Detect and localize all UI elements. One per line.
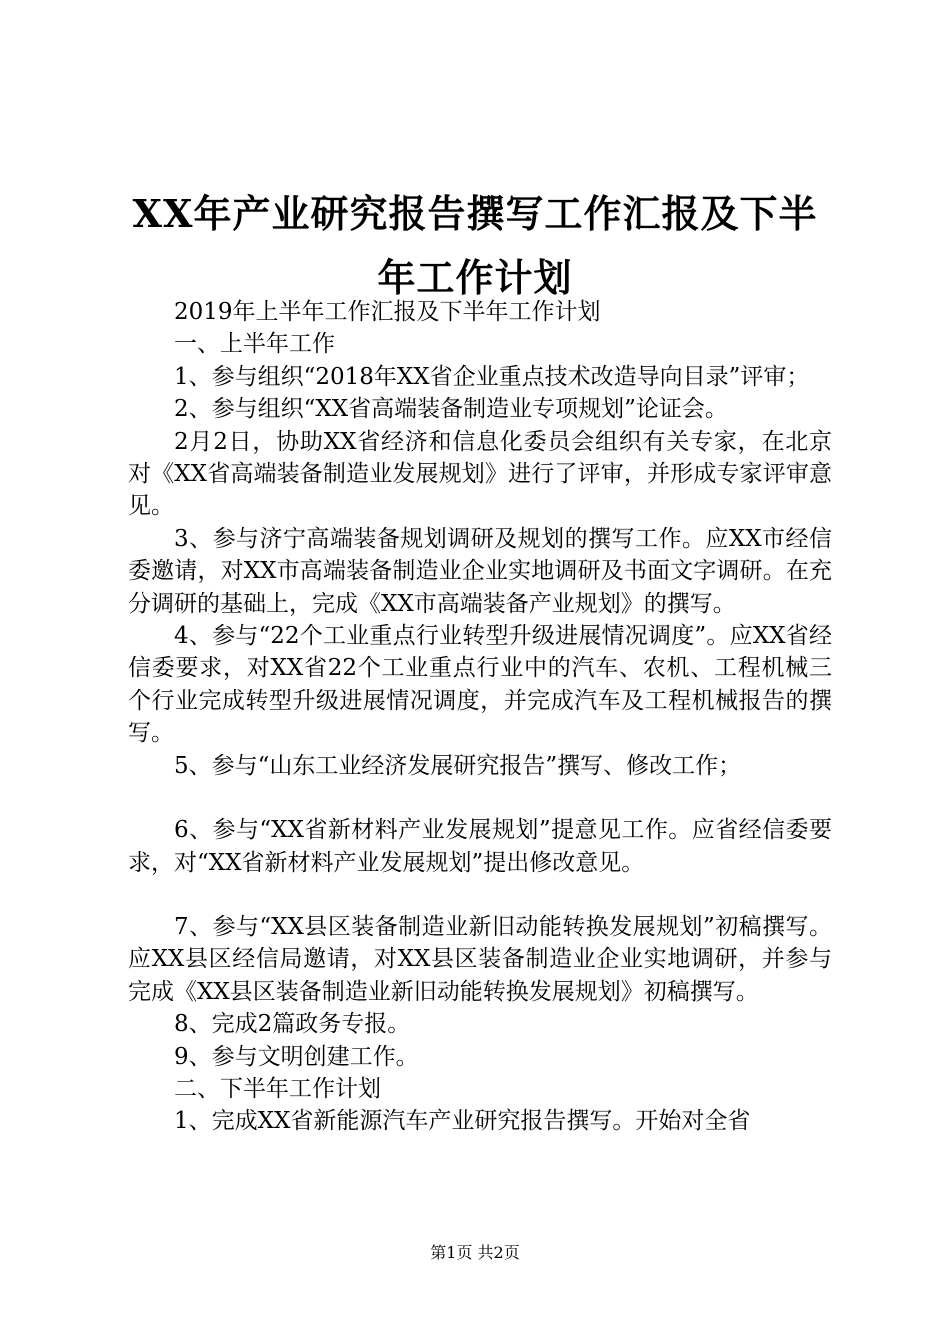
paragraph-item-3: 3、参与济宁高端装备规划调研及规划的撰写工作。应XX市经信委邀请，对XX市高端装备制造业企业实地调研及书面文字调研。在充分调研的基础上，完成《XX市高端装备产业规划》的撰写。 [128,525,832,617]
paragraph-item-7: 7、参与“XX县区装备制造业新旧动能转换发展规划”初稿撰写。应XX县区经信局邀请，对XX县区装备制造业企业实地调研，并参与完成《XX县区装备制造业新旧动能转换发展规划》初稿撰写。 [128,913,832,1005]
paragraph-item-6: 6、参与“XX省新材料产业发展规划”提意见工作。应省经信委要求，对“XX省新材料产业发展规划”提出修改意见。 [128,817,832,876]
paragraph-item-2-detail: 2月2日，协助XX省经济和信息化委员会组织有关专家，在北京对《XX省高端装备制造业发展规划》进行了评审，并形成专家评审意见。 [128,428,832,520]
paragraph-heading: 2019年上半年工作汇报及下半年工作计划 [174,299,601,325]
paragraph-plan-item-1: 1、完成XX省新能源汽车产业研究报告撰写。开始对全省 [174,1108,751,1135]
document-title: XX年产业研究报告撰写工作汇报及下半年工作计划 [132,191,818,300]
paragraph-item-2: 2、参与组织“XX省高端装备制造业专项规划”论证会。 [174,396,728,423]
paragraph-item-1: 1、参与组织“2018年XX省企业重点技术改造导向目录”评审； [174,363,810,390]
paragraph-item-5: 5、参与“山东工业经济发展研究报告”撰写、修改工作； [174,752,742,779]
section-heading-second-half: 二、下半年工作计划 [174,1075,381,1102]
paragraph-item-4: 4、参与“22个工业重点行业转型升级进展情况调度”。应XX省经信委要求，对XX省22个工业重点行业中的汽车、农机、工程机械三个行业完成转型升级进展情况调度，并完成汽车及工程机械报告的撰写。 [128,623,832,747]
section-heading-first-half: 一、上半年工作 [174,331,335,358]
paragraph-item-8: 8、完成2篇政务专报。 [174,1011,411,1038]
document-body [128,296,832,1138]
page-footer: 第1页 共2页 [430,1243,520,1262]
paragraph-item-9: 9、参与文明创建工作。 [174,1043,419,1070]
